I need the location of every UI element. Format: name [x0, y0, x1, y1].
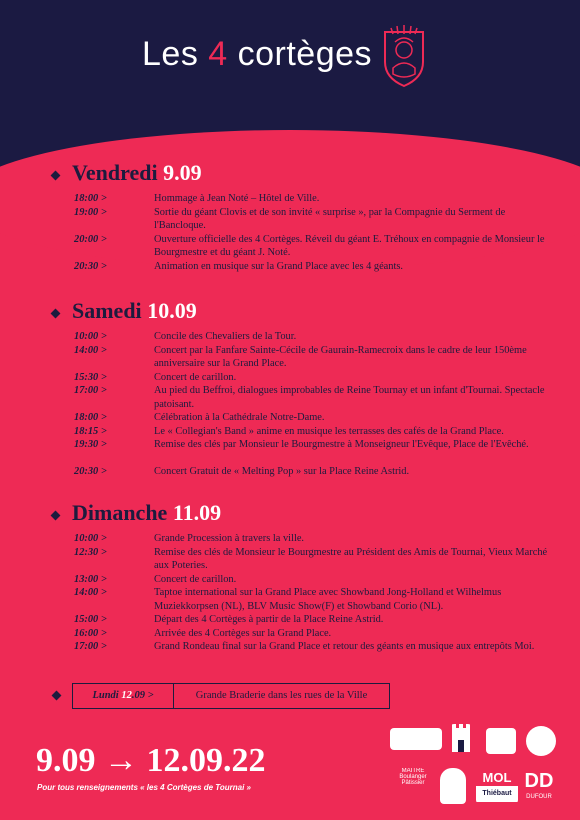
bullet-diamond-icon: [51, 511, 61, 521]
la-tournai-logo-icon: [390, 728, 442, 750]
bullet-diamond-icon: [51, 171, 61, 181]
schedule-row: 13:00 > Concert de carillon.: [74, 573, 237, 585]
schedule-row: 14:00 > Concert par la Fanfare Sainte-Cécile de Gaurain-Ramecroix dans le cadre de leur 150ème anniversaire sur la Grand Place.: [74, 344, 527, 369]
schedule-row: 17:00 > Grand Rondeau final sur la Grand Place et retour des géants en musique aux entrepôts Moi.: [74, 641, 535, 652]
tournai-city-logo-icon: [526, 726, 556, 756]
day-title: Dimanche 11.09: [72, 500, 222, 525]
schedule-row: 14:00 > Taptoe international sur la Grand Place avec Showband Jong-Holland et Wilhelmus Muziekkorpsen (NL), BLV Music Show(F) et Showband Corio (NL).: [74, 587, 502, 612]
schedule-row: 10:00 > Grande Procession à travers la ville.: [74, 533, 305, 544]
giant-crest-icon: [381, 24, 427, 88]
schedule-row: 15:00 > Départ des 4 Cortèges à partir de la Place Reine Astrid.: [74, 614, 384, 625]
day-section-dimanche: [0, 500, 580, 667]
schedule-row: 18:15 > Le « Collegian's Band » anime en musique les terrasses des cafés de la Grand Place.: [74, 425, 504, 437]
schedule-row: 12:30 > Remise des clés de Monsieur le Bourgmestre au Président des Amis de Tournai, Vieux Marché aux Poteries.: [74, 546, 548, 571]
lundi-label: Lundi 12.09 >: [73, 684, 174, 708]
schedule-row: 15:30 > Concert de carillon.: [74, 371, 237, 383]
shield-logo-icon: [440, 768, 466, 804]
info-line: Pour tous renseignements « les 4 Cortèges de Tournai »: [37, 783, 251, 792]
schedule-row: 20:00 > Ouverture officielle des 4 Cortèges. Réveil du géant E. Tréhoux en compagnie de Monsieur le Bourgmestre et du géant J. Noté.: [74, 233, 545, 258]
day-title: Vendredi 9.09: [72, 160, 202, 185]
dufour-logo: DD DUFOUR: [524, 770, 554, 800]
schedule-row: 10:00 > Concile des Chevaliers de la Tour.: [74, 331, 297, 342]
schedule-row: 18:00 > Célébration à la Cathédrale Notre-Dame.: [74, 412, 325, 423]
schedule-row: 16:00 > Arrivée des 4 Cortèges sur la Grand Place.: [74, 627, 332, 639]
page-title: Les 4 cortèges: [142, 35, 373, 73]
sponsor-logos: [390, 724, 570, 814]
bullet-diamond-icon: [52, 691, 62, 701]
bullet-diamond-icon: [51, 309, 61, 319]
day-section-vendredi: [0, 160, 580, 273]
maitre-boulanger-logo: MAÎTRE Boulanger Pâtissier: [399, 768, 427, 786]
lundi-event: Grande Braderie dans les rues de la Ville: [195, 690, 368, 701]
schedule-row: 20:30 > Concert Gratuit de « Melting Pop » sur la Place Reine Astrid.: [74, 466, 410, 477]
tower-logo-icon: [450, 724, 472, 754]
wallonie-logo-icon: [486, 728, 516, 754]
day-title: Samedi 10.09: [72, 298, 197, 323]
mol-thiebaut-logo: MOL Thiébaut: [476, 770, 518, 804]
schedule-row: 20:30 > Animation en musique sur la Grand Place avec les 4 géants.: [74, 260, 404, 272]
day-section-samedi: [0, 298, 580, 479]
lundi-box: [72, 683, 390, 709]
schedule-row: 19:00 > Sortie du géant Clovis et de son invité « surprise », par la Compagnie du Serment de l'Bancloque.: [74, 206, 506, 231]
schedule-row: 18:00 > Hommage à Jean Noté – Hôtel de Ville.: [74, 193, 320, 204]
festival-dates: 9.09 → 12.09.22: [36, 742, 266, 779]
schedule-row: 19:30 > Remise des clés par Monsieur le Bourgmestre à Monseigneur l'Evêque, Place de l'Evêché.: [74, 439, 529, 450]
schedule-row: 17:00 > Au pied du Beffroi, dialogues improbables de Reine Tournay et un infant d'Tournai. Spectacle patoisant.: [74, 385, 545, 410]
